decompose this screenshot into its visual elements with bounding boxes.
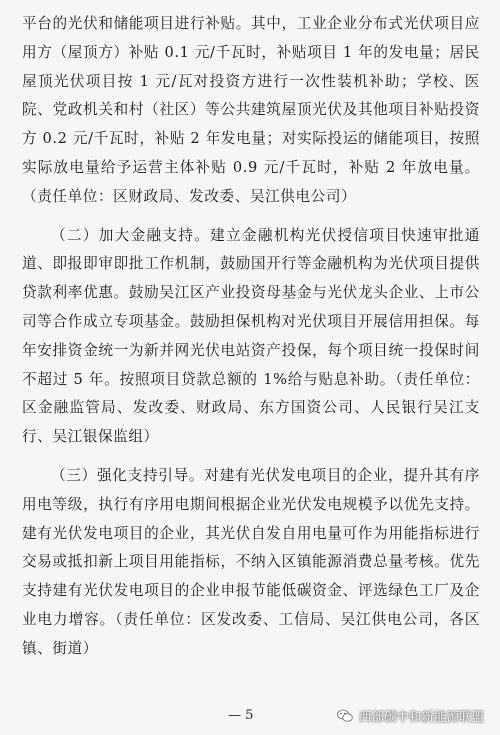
paragraph-subsidy-continued: 平台的光伏和储能项目进行补贴。其中，工业企业分布式光伏项目应用方（屋顶方）补贴 0.1 元/千瓦时，补贴项目 1 年的发电量；居民屋顶光伏项目按 1 元/瓦对投资方进行一次性装机补助；学校、医院、党政机关和村（社区）等公共建筑屋顶光伏及其他项目补贴投资方 0.2 元/千瓦时，补贴 2 年发电量；对实际投运的储能项目，按照实际放电量给予运营主体补贴 0.9 元/千瓦时，补贴 2 年放电量。（责任单位：区财政局、发改委、吴江供电公司）: [22, 15, 480, 205]
document-body: [22, 10, 480, 664]
page-number: — 5: [228, 708, 254, 723]
watermark-text: 西部碳中和新能源联盟: [358, 709, 484, 724]
paragraph-support-guidance: （三）强化支持引导。对建有光伏发电项目的企业，提升其有序用电等级，执行有序用电期间根据企业光伏发电规模予以优先支持。建有光伏发电项目的企业，其光伏自发自用电量可作为用能指标进行交易或抵扣新上项目用能指标，不纳入区镇能源消费总量考核。优先支持建有光伏发电项目的企业申报节能低碳资金、评选绿色工厂及企业电力增容。（责任单位：区发改委、工信局、吴江供电公司，各区镇、街道）: [22, 466, 480, 657]
wechat-icon: [337, 709, 353, 723]
paragraph-gap: [22, 212, 480, 222]
watermark: [331, 705, 490, 727]
paragraph-gap: [22, 452, 480, 462]
paragraph-financial-support: （二）加大金融支持。建立金融机构光伏授信项目快速审批通道、即报即审即批工作机制，鼓励国开行等金融机构为光伏项目提供贷款利率优惠。鼓励吴江区产业投资母基金与光伏龙头企业、上市公司等合作成立专项基金。鼓励担保机构对光伏项目开展信用担保。每年安排资金统一为新并网光伏电站资产投保，每个项目统一投保时间不超过 5 年。按照项目贷款总额的 1%给与贴息补助。（责任单位：区金融监管局、发改委、财政局、东方国资公司、人民银行吴江支行、吴江银保监组）: [22, 226, 480, 446]
